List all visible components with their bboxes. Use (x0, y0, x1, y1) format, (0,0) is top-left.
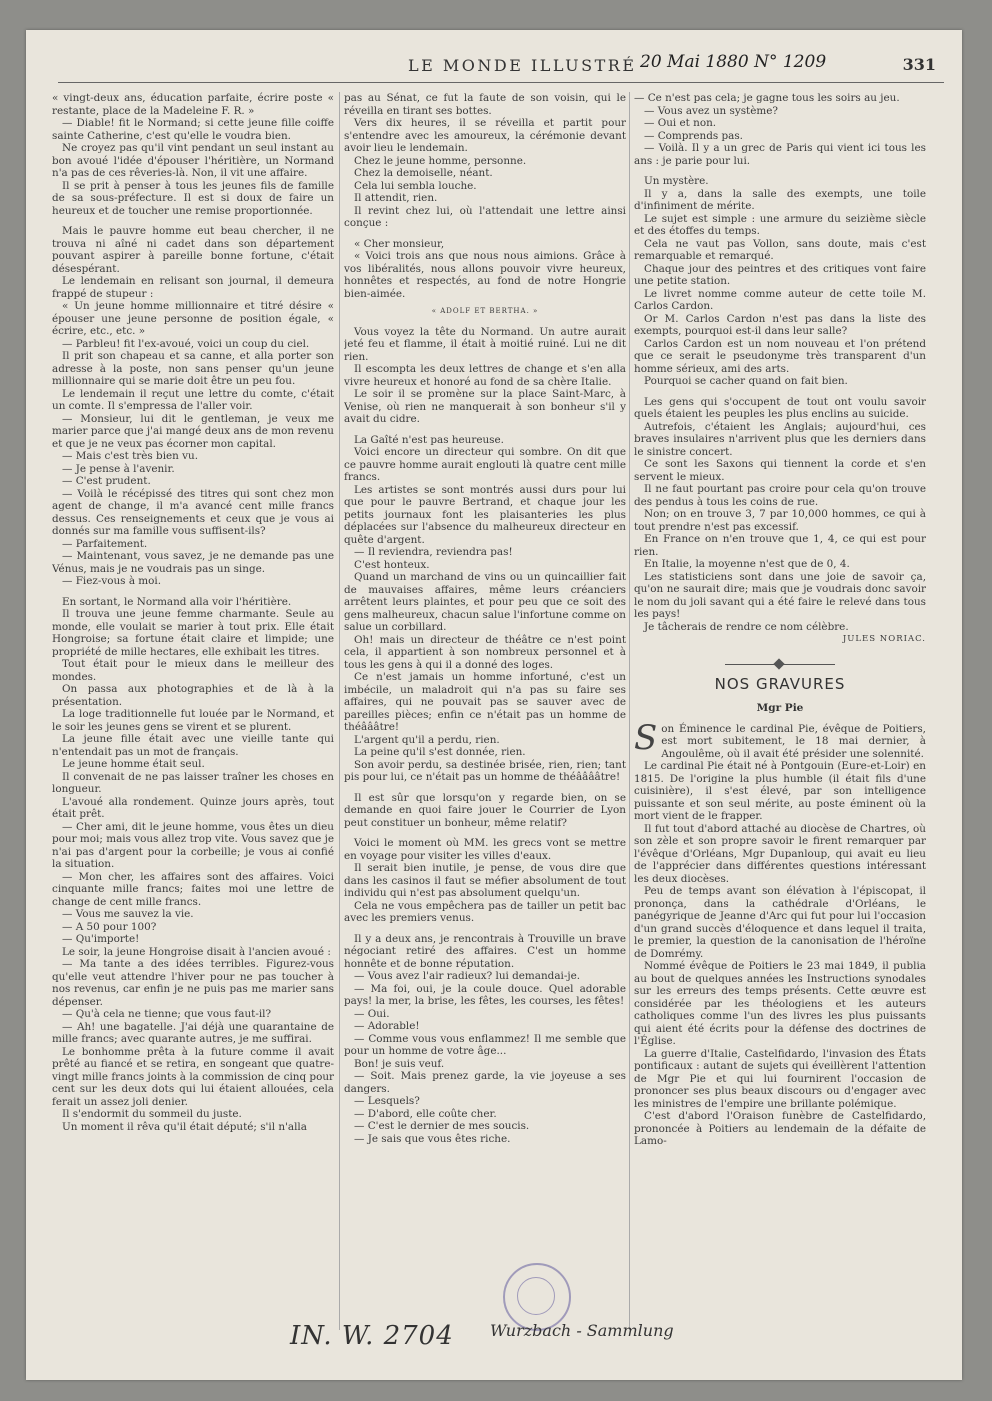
paragraph: Il convenait de ne pas laisser traîner les choses en longueur. (52, 770, 334, 795)
paragraph: La guerre d'Italie, Castelfidardo, l'invasion des États pontificaux : autant de sujets qui éveillèrent l'attention de Mgr Pie et qui lui fournirent l'occasion de prononcer ses plus beaux discours ou d'engager avec les ministres de l'empire une brillante polémique. (634, 1047, 926, 1110)
paragraph: — C'est le dernier de mes soucis. (354, 1120, 530, 1132)
paragraph: La loge traditionnelle fut louée par le Normand, et le soir les jeunes gens se virent et se plurent. (52, 708, 334, 733)
paragraph: Cela ne vaut pas Vollon, sans doute, mais c'est remarquable et remarqué. (634, 237, 926, 262)
paragraph: Le livret nomme comme auteur de cette toile M. Carlos Cardon. (634, 287, 926, 312)
paragraph: Il s'endormit du sommeil du juste. (62, 1108, 242, 1120)
paragraph: Le lendemain il reçut une lettre du comte, c'était un comte. Il s'empressa de l'aller voir. (52, 387, 334, 412)
paragraph: — Oui. (354, 1007, 390, 1020)
letter-body: « Voici trois ans que nous nous aimions. Grâce à vos libéralités, nous allons pouvoir vivre heureux, honnêtes et respectés, au fond de notre Hongrie bien-aimée. (344, 250, 626, 300)
paragraph: Ce n'est jamais un homme infortuné, c'est un imbécile, un maladroit qui n'a pas su faire ses affaires, qui ne pouvait pas se sauver avec de pareilles pièces; enfin ce n'était pas un homme de théâââtre! (344, 671, 626, 733)
paragraph: Peu de temps avant son élévation à l'épiscopat, il prononça, dans la cathédrale d'Orléans, le panégyrique de Jeanne d'Arc qui fut pour lui l'occasion d'un grand succès d'éloquence et dans lequel il traita, le premier, la question de la canonisation de l'héroïne de Domrémy. (634, 885, 926, 960)
paragraph: — Lesquels? (354, 1095, 420, 1107)
paragraph: Il y a deux ans, je rencontrais à Trouville un brave négociant retiré des affaires. C'est un homme honnête et de bonne réputation. (344, 932, 626, 970)
paragraph: Le soir, la jeune Hongroise disait à l'ancien avoué : (62, 945, 331, 958)
paragraph: Chez le jeune homme, personne. (354, 154, 527, 167)
column-rule (339, 92, 340, 1330)
column-rule (629, 92, 630, 1330)
masthead: LE MONDE ILLUSTRÉ (408, 56, 637, 75)
drop-cap: S (634, 717, 658, 758)
paragraph: Nommé évêque de Poitiers le 23 mai 1849, il publia au bout de quelques années les Instructions synodales sur les erreurs des temps présents. Cette œuvre est considérée par les théologiens et les auteurs catholiques comme l'un des livres les plus puissants qui aient été écrits pour la défense des doctrines de l'Église. (634, 960, 926, 1047)
handwritten-inventory-number: IN. W. 2704 (290, 1321, 454, 1351)
paragraph: — Vous me sauvez la vie. (62, 908, 194, 920)
paragraph: Chez la demoiselle, néant. (354, 167, 493, 179)
paragraph: — Mais c'est très bien vu. (62, 450, 199, 462)
paragraph: Il est sûr que lorsqu'on y regarde bien, on se demande en quoi faire jouer le Courrier de Lyon peut constituer un bonheur, même relatif? (344, 791, 626, 829)
paragraph: Vous voyez la tête du Normand. Un autre aurait jeté feu et flamme, il était à moitié ruiné. Lui ne dit rien. (344, 325, 626, 363)
paragraph: On passa aux photographies et de là à la présentation. (52, 683, 334, 708)
paragraph: — Ce n'est pas cela; je gagne tous les soirs au jeu. (634, 92, 900, 104)
section-title: NOS GRAVURES (714, 674, 846, 693)
paragraph: Carlos Cardon est un nom nouveau et l'on prétend que ce serait le pseudonyme très transparent d'un homme sérieux, ami des arts. (634, 337, 926, 375)
paragraph: Chaque jour des peintres et des critiques vont faire une petite station. (634, 262, 926, 287)
paragraph: — Monsieur, lui dit le gentleman, je veux me marier parce que j'ai mangé deux ans de mon revenu et que je ne veux pas écorner mon capital. (52, 412, 334, 450)
handwritten-collection-note: Wurzbach - Sammlung (490, 1321, 674, 1340)
header-rule (58, 82, 944, 83)
paragraph: La peine qu'il s'est donnée, rien. (354, 746, 526, 758)
letter-signature: « ADOLF ET BERTHA. » (431, 307, 539, 315)
page-number: 331 (902, 55, 936, 74)
paragraph: Le soir il se promène sur la place Saint-Marc, à Venise, où rien ne manquerait à son bonheur s'il y avait du cidre. (344, 388, 626, 425)
paragraph: Les artistes se sont montrés aussi durs pour lui que pour le pauvre Bertrand, et chaque jour les petits journaux font les plaisanteries les plus déplacées sur l'absence du malheureux directeur en quête d'argent. (344, 483, 626, 546)
paragraph: Le lendemain en relisant son journal, il demeura frappé de stupeur : (52, 275, 334, 300)
paragraph: La jeune fille était avec une vieille tante qui n'entendait pas un mot de français. (52, 733, 334, 758)
column-3 (634, 92, 926, 1330)
paragraph: Je tâcherais de rendre ce nom célèbre. (644, 620, 849, 633)
paragraph: Il ne faut pourtant pas croire pour cela qu'on trouve des pendus à tous les coins de rue. (634, 483, 926, 508)
paragraph: Mais le pauvre homme eut beau chercher, il ne trouva ni aîné ni cadet dans son département pouvant aspirer à pareille bonne fortune, c'était désespérant. (52, 225, 334, 275)
paragraph: L'argent qu'il a perdu, rien. (354, 733, 500, 746)
paragraph: Voici le moment où MM. les grecs vont se mettre en voyage pour visiter les villes d'eaux. (344, 837, 626, 862)
paragraph: — Qu'importe! (62, 933, 140, 945)
paragraph: — Je sais que vous êtes riche. (354, 1132, 511, 1145)
paragraph: — Je pense à l'avenir. (62, 462, 175, 475)
paragraph: Les statisticiens sont dans une joie de savoir ça, qu'on ne saurait dire; mais que je voudrais donc savoir le nom du joli savant qui a été faire le relevé dans tous les pays! (634, 570, 926, 620)
paragraph: Il serait bien inutile, je pense, de vous dire que dans les casinos il faut se méfier absolument de tout individu qui n'est pas absolument quelqu'un. (344, 862, 626, 899)
paragraph: « vingt-deux ans, éducation parfaite, écrire poste « restante, place de la Madeleine F. R. » (52, 92, 334, 117)
article-subtitle: Mgr Pie (756, 702, 804, 714)
paragraph: Pourquoi se cacher quand on fait bien. (644, 375, 848, 387)
paragraph: L'avoué alla rondement. Quinze jours après, tout était prêt. (52, 795, 334, 820)
paragraph: Tout était pour le mieux dans le meilleur des mondes. (52, 658, 334, 683)
paragraph: Il y a, dans la salle des exempts, une toile d'infiniment de mérite. (634, 187, 926, 212)
paragraph: — Comme vous vous enflammez! Il me semble que pour un homme de votre âge... (344, 1032, 626, 1057)
paragraph: — A 50 pour 100? (62, 920, 157, 933)
letter-salutation: « Cher monsieur, (354, 237, 445, 250)
paragraph: Son avoir perdu, sa destinée brisée, rien, rien; tant pis pour lui, ce n'était pas un homme de théââââtre! (344, 758, 626, 783)
paragraph-text: on Éminence le cardinal Pie, évêque de Poitiers, est mort subitement, le 18 mai dernier, à Angoulême, où il avait été présider une solennité. (661, 722, 926, 760)
paragraph: Le cardinal Pie était né à Pontgouin (Eure-et-Loir) en 1815. De l'origine la plus humble (il était fils d'une cuisinière), il s'est élevé, par son intelligence puissante et son seul mérite, au poste éminent où la mort vient de le frapper. (634, 760, 926, 822)
paragraph: Oh! mais un directeur de théâtre ce n'est point cela, il appartient à son nombreux personnel et à tous les gens à qui il a donné des loges. (344, 633, 626, 671)
paragraph: Voici encore un directeur qui sombre. On dit que ce pauvre homme aurait englouti là quatre cent mille francs. (344, 446, 626, 483)
paragraph: — Comprends pas. (644, 129, 743, 142)
paragraph: — Diable! fit le Normand; si cette jeune fille coiffe sainte Catherine, c'est qu'elle le voudra bien. (52, 117, 334, 142)
paragraph: Le bonhomme prêta à la future comme il avait prêté au fiancé et se retira, en songeant que quatre-vingt mille francs joints à la commission de cinq pour cent sur les deux dots qui lui étaient allouées, cela ferait un assez joli denier. (52, 1045, 334, 1108)
section-ornament (725, 660, 835, 668)
paragraph: — Ah! une bagatelle. J'ai déjà une quarantaine de mille francs; avec quarante autres, je me suffirai. (52, 1020, 334, 1045)
paragraph: — Adorable! (354, 1020, 420, 1032)
column-1 (52, 92, 334, 1330)
paragraph: Il se prit à penser à tous les jeunes fils de famille de sa sous-préfecture. Il est si doux de faire un heureux et de toucher une remise proportionnée. (52, 179, 334, 217)
paragraph: — Parbleu! fit l'ex-avoué, voici un coup du ciel. (62, 337, 310, 350)
paragraph: — Vous avez l'air radieux? lui demandai-je. (354, 970, 581, 982)
page-header (58, 52, 942, 82)
paragraph: pas au Sénat, ce fut la faute de son voisin, qui le réveilla en tirant ses bottes. (344, 92, 626, 117)
paragraph: — C'est prudent. (62, 475, 151, 487)
paragraph: — Cher ami, dit le jeune homme, vous êtes un dieu pour moi; mais vous allez trop vite. Vous savez que je n'ai pas d'argent pour la corbeille; je vous ai confié la situation. (52, 820, 334, 870)
paragraph: C'est honteux. (354, 558, 430, 571)
newspaper-page (26, 30, 962, 1380)
handwritten-date: 20 Mai 1880 N° 1209 (640, 52, 827, 72)
paragraph: Il attendit, rien. (354, 192, 438, 204)
paragraph: Le jeune homme était seul. (62, 758, 205, 770)
paragraph: Un mystère. (644, 175, 709, 187)
paragraph (634, 717, 926, 761)
paragraph: Un moment il rêva qu'il était député; s'il n'alla (62, 1120, 307, 1133)
paragraph: — Voilà le récépissé des titres qui sont chez mon agent de change, il m'a avancé cent mille francs dessus. Ces renseignements et ceux que je vous ai donnés sur ma famille vous suffisent-ils? (52, 487, 334, 537)
paragraph: — Soit. Mais prenez garde, la vie joyeuse a ses dangers. (344, 1070, 626, 1095)
column-2 (344, 92, 626, 1330)
paragraph: — Ma tante a des idées terribles. Figurez-vous qu'elle veut attendre l'hiver pour ne pas toucher à nos revenus, car enfin je ne puis pas me marier sans dépenser. (52, 958, 334, 1008)
paragraph: — Oui et non. (644, 117, 717, 129)
paragraph: — Vous avez un système? (644, 104, 778, 117)
paragraph: — Mon cher, les affaires sont des affaires. Voici cinquante mille francs; faites moi une lettre de change de cent mille francs. (52, 870, 334, 908)
paragraph: — Maintenant, vous savez, je ne demande pas une Vénus, mais je ne voudrais pas un singe. (52, 550, 334, 575)
paragraph: En France on n'en trouve que 1, 4, ce qui est pour rien. (634, 533, 926, 558)
paragraph: Or M. Carlos Cardon n'est pas dans la liste des exempts, pourquoi est-il dans leur salle? (634, 312, 926, 337)
paragraph: — Qu'à cela ne tienne; que vous faut-il? (62, 1008, 272, 1020)
paragraph: Les gens qui s'occupent de tout ont voulu savoir quels étaient les peuples les plus enclins au suicide. (634, 395, 926, 420)
paragraph: — Ma foi, oui, je la coule douce. Quel adorable pays! la mer, la brise, les fêtes, les courses, les fêtes! (344, 982, 626, 1007)
paragraph: Ce sont les Saxons qui tiennent la corde et s'en servent le mieux. (634, 458, 926, 483)
paragraph: — D'abord, elle coûte cher. (354, 1107, 497, 1120)
paragraph: — Fiez-vous à moi. (62, 575, 162, 587)
paragraph: Il fut tout d'abord attaché au diocèse de Chartres, où son zèle et son propre savoir le firent remarquer par l'évêque d'Orléans, Mgr Dupanloup, qui avait eu lieu de l'apprécier dans différentes questions intéressant les deux diocèses. (634, 822, 926, 885)
paragraph: Le sujet est simple : une armure du seizième siècle et des étoffes du temps. (634, 212, 926, 237)
paragraph: En Italie, la moyenne n'est que de 0, 4. (644, 558, 850, 570)
paragraph: Cela ne vous empêchera pas de tailler un petit bac avec les premiers venus. (344, 899, 626, 924)
paragraph: Bon! je suis veuf. (354, 1057, 445, 1070)
paragraph: Il escompta les deux lettres de change et s'en alla vivre heureux et honoré au fond de sa chère Italie. (344, 363, 626, 388)
paragraph: Non; on en trouve 3, 7 par 10,000 hommes, ce qui à tout prendre n'est pas excessif. (634, 508, 926, 533)
paragraph: Cela lui sembla louche. (354, 179, 477, 192)
paragraph: En sortant, le Normand alla voir l'héritière. (62, 595, 292, 608)
paragraph: Vers dix heures, il se réveilla et partit pour s'entendre avec les amoureux, la cérémonie devant avoir lieu le lendemain. (344, 117, 626, 154)
paragraph: C'est d'abord l'Oraison funèbre de Castelfidardo, prononcée à Poitiers au lendemain de la défaite de Lamo- (634, 1110, 926, 1147)
paragraph: — Parfaitement. (62, 537, 148, 550)
paragraph: — Voilà. Il y a un grec de Paris qui vient ici tous les ans : je parie pour lui. (634, 142, 926, 167)
paragraph: « Un jeune homme millionnaire et titré désire « épouser une jeune personne de position égale, « écrire, etc., etc. » (52, 300, 334, 337)
paragraph: Il trouva une jeune femme charmante. Seule au monde, elle voulait se marier à tout prix. Elle était Hongroise; sa fortune était claire et limpide; une propriété de mille hectares, elle exhibait les titres. (52, 608, 334, 658)
author-signature: JULES NORIAC. (842, 634, 926, 644)
paragraph: Il revint chez lui, où l'attendait une lettre ainsi conçue : (344, 204, 626, 229)
paragraph: — Il reviendra, reviendra pas! (354, 546, 513, 558)
paragraph: Quand un marchand de vins ou un quincaillier fait de mauvaises affaires, même leurs créanciers arrêtent leurs plaintes, et pour peu que ce soit des gens malheureux, chacun salue l'infortune comme on salue un corbillard. (344, 571, 626, 633)
paragraph: Il prit son chapeau et sa canne, et alla porter son adresse à la poste, non sans penser qu'un jeune millionnaire qui se marie doit être un peu fou. (52, 350, 334, 387)
paragraph: La Gaîté n'est pas heureuse. (354, 433, 504, 446)
paragraph: Autrefois, c'étaient les Anglais; aujourd'hui, ces braves insulaires n'arrivent plus que les derniers dans le sinistre concert. (634, 420, 926, 458)
paragraph: Ne croyez pas qu'il vint pendant un seul instant au bon avoué l'idée d'épouser l'héritière, un Normand n'a pas de ces rêveries-là. Non, il vit une affaire. (52, 142, 334, 179)
